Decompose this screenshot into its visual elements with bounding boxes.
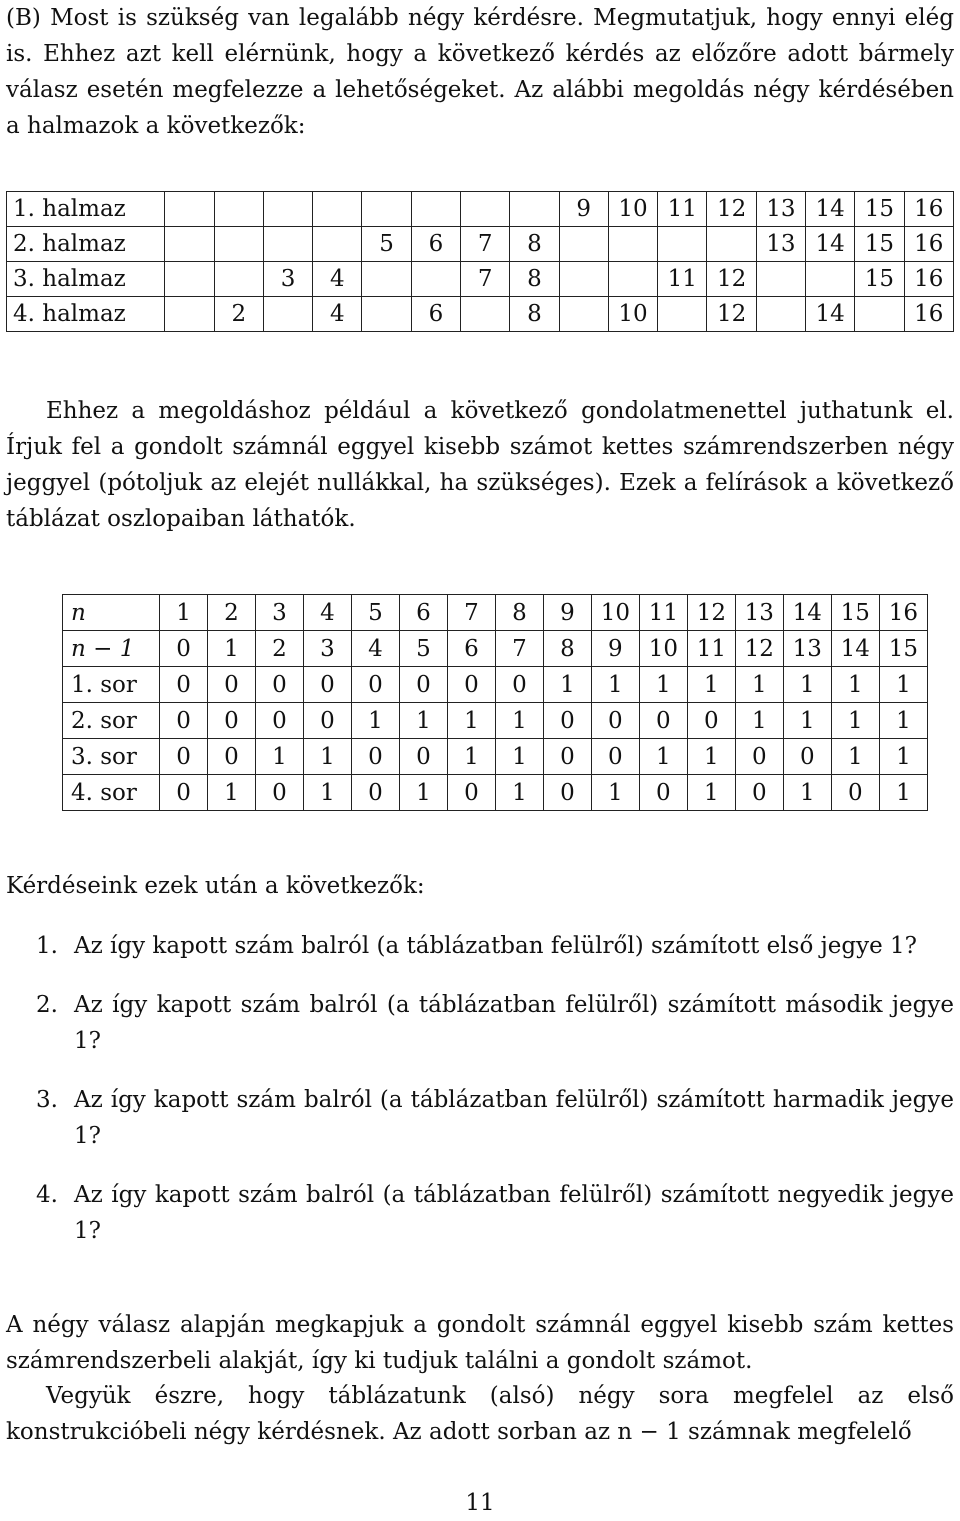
table-cell: 16 [879,595,927,631]
table-cell: 6 [447,631,495,667]
table-cell: 16 [904,192,953,227]
row-label: 3. sor [63,739,160,775]
table-cell: 1 [591,667,639,703]
table-cell: 7 [461,262,510,297]
table-cell [855,297,904,332]
question-item [6,1177,954,1249]
table-cell [756,262,805,297]
table-cell: 1 [399,703,447,739]
table-cell: 9 [591,631,639,667]
table-cell: 1 [399,775,447,811]
table-cell [313,192,362,227]
table-row [7,297,954,332]
row-label: 1. sor [63,667,160,703]
table-cell: 0 [783,739,831,775]
table-cell: 0 [543,703,591,739]
table-cell: 0 [255,775,303,811]
table-cell [263,227,312,262]
table-cell [559,297,608,332]
question-text: Az így kapott szám balról (a táblázatban felülről) számított első jegye 1? [74,933,917,959]
table-cell: 0 [160,703,208,739]
question-item [6,987,954,1059]
table-cell: 13 [756,192,805,227]
question-list [6,928,954,1272]
table-cell: 0 [831,775,879,811]
table-cell [756,297,805,332]
table-cell: 1 [447,739,495,775]
table-cell: 1 [495,775,543,811]
table-cell: 2 [208,595,256,631]
page-number: 11 [465,1490,495,1516]
table-cell: 16 [904,227,953,262]
table-cell: 1 [783,775,831,811]
table-cell: 0 [639,703,687,739]
table-cell: 15 [855,227,904,262]
table-cell: 10 [608,192,657,227]
explanation-paragraph: Ehhez a megoldáshoz például a következő gondolatmenettel juthatunk el. Írjuk fel a gondolt számnál eggyel kisebb számot kettes számrendszerben négy jeggyel (pótoljuk az elejét nullákkal, ha szükséges). Ezek a felírások a következő táblázat oszlopaiban láthatók. [6,398,954,532]
table-cell: 13 [756,227,805,262]
table-cell: 0 [208,739,256,775]
question-text: Az így kapott szám balról (a táblázatban felülről) számított negyedik jegye 1? [74,1182,954,1244]
table-cell: 1 [208,631,256,667]
table-cell: 13 [735,595,783,631]
table-cell: 14 [806,192,855,227]
table-cell: 12 [707,297,756,332]
table-cell [510,192,559,227]
table-cell: 8 [510,227,559,262]
table-cell: 0 [495,667,543,703]
table-cell: 0 [399,667,447,703]
table-cell: 0 [591,703,639,739]
row-label: n − 1 [63,631,160,667]
questions-intro: Kérdéseink ezek után a következők: [6,873,425,899]
table-cell: 0 [160,631,208,667]
table-cell: 15 [855,192,904,227]
table-cell: 1 [303,739,351,775]
table-cell: 2 [214,297,263,332]
table-cell: 1 [783,667,831,703]
table-cell: 1 [687,739,735,775]
table-cell: 1 [783,703,831,739]
question-number: 3. [36,1087,58,1113]
table-cell [313,227,362,262]
table-cell [362,262,411,297]
table-cell: 5 [399,631,447,667]
table-cell: 1 [495,703,543,739]
table-cell: 1 [543,667,591,703]
table-cell: 0 [399,739,447,775]
question-text: Az így kapott szám balról (a táblázatban felülről) számított második jegye 1? [74,992,954,1054]
table-cell [559,262,608,297]
table-cell: 1 [303,775,351,811]
table-cell [658,227,707,262]
row-label: 1. halmaz [7,192,165,227]
table-cell [608,227,657,262]
question-number: 2. [36,992,58,1018]
table-cell: 1 [735,703,783,739]
table-cell: 0 [255,703,303,739]
table-cell: 3 [303,631,351,667]
table-cell [461,297,510,332]
table-cell: 5 [362,227,411,262]
question-text: Az így kapott szám balról (a táblázatban felülről) számított harmadik jegye 1? [74,1087,954,1149]
table-row [63,667,928,703]
table-cell: 1 [351,703,399,739]
table-cell: 0 [543,739,591,775]
table-cell: 0 [735,775,783,811]
table-cell: 10 [608,297,657,332]
table-cell: 0 [351,739,399,775]
table-cell [806,262,855,297]
table-cell: 9 [559,192,608,227]
table-cell: 1 [160,595,208,631]
table-cell: 10 [591,595,639,631]
question-item [6,928,954,964]
table-cell: 0 [160,775,208,811]
table-cell: 1 [208,775,256,811]
table-cell: 1 [735,667,783,703]
table-row [7,192,954,227]
remark-paragraph: Vegyük észre, hogy táblázatunk (alsó) négy sora megfelel az első konstrukcióbeli négy kérdésnek. Az adott sorban az n − 1 számnak megfelelő [6,1383,954,1445]
table-cell: 1 [831,703,879,739]
binary-table [62,594,928,811]
table-cell: 8 [543,631,591,667]
conclusion-paragraph: A négy válasz alapján megkapjuk a gondolt számnál eggyel kisebb szám kettes számrendszerbeli alakját, így ki tudjuk találni a gondolt számot. [6,1312,954,1374]
table-cell: 1 [447,703,495,739]
table-cell: 15 [879,631,927,667]
table-row [63,595,928,631]
table-cell [214,227,263,262]
table-cell: 8 [510,262,559,297]
table-cell: 0 [639,775,687,811]
table-cell: 1 [255,739,303,775]
table-cell: 4 [313,262,362,297]
table-cell: 3 [263,262,312,297]
table-cell: 6 [411,227,460,262]
table-cell: 4 [313,297,362,332]
set-table [6,191,954,332]
table-row [63,703,928,739]
table-cell: 8 [495,595,543,631]
table-cell: 0 [447,667,495,703]
table-cell [165,192,214,227]
table-cell: 0 [735,739,783,775]
table-cell: 14 [806,297,855,332]
table-cell: 6 [411,297,460,332]
table-cell [263,192,312,227]
table-cell: 16 [904,262,953,297]
table-cell: 14 [783,595,831,631]
table-cell: 10 [639,631,687,667]
table-cell: 6 [399,595,447,631]
table-cell: 16 [904,297,953,332]
table-cell: 1 [831,667,879,703]
table-cell: 13 [783,631,831,667]
table-cell [214,262,263,297]
table-cell: 14 [831,631,879,667]
table-cell: 0 [255,667,303,703]
table-cell: 1 [831,739,879,775]
table-cell: 1 [879,739,927,775]
table-cell: 5 [351,595,399,631]
table-cell [559,227,608,262]
table-cell: 1 [879,703,927,739]
table-cell: 1 [591,775,639,811]
row-label: 4. sor [63,775,160,811]
table-cell [362,192,411,227]
table-cell [165,262,214,297]
table-cell: 0 [160,667,208,703]
table-cell: 0 [447,775,495,811]
table-cell: 0 [591,739,639,775]
table-cell: 0 [303,703,351,739]
table-cell: 11 [658,192,707,227]
table-cell [165,297,214,332]
table-cell: 4 [303,595,351,631]
table-cell: 0 [687,703,735,739]
question-number: 1. [36,933,58,959]
table-cell: 1 [639,739,687,775]
table-row [63,631,928,667]
table-cell: 0 [351,667,399,703]
table-cell: 12 [735,631,783,667]
table-cell [214,192,263,227]
table-cell [461,192,510,227]
table-cell: 0 [543,775,591,811]
table-cell: 0 [351,775,399,811]
table-row [63,775,928,811]
table-cell: 7 [461,227,510,262]
row-label: 2. halmaz [7,227,165,262]
table-cell [411,262,460,297]
table-cell: 1 [639,667,687,703]
table-cell [608,262,657,297]
table-cell [658,297,707,332]
table-cell: 1 [495,739,543,775]
table-cell: 4 [351,631,399,667]
table-cell: 11 [658,262,707,297]
table-cell: 1 [687,775,735,811]
table-cell [263,297,312,332]
table-cell: 8 [510,297,559,332]
table-cell: 9 [543,595,591,631]
table-cell: 0 [208,703,256,739]
table-row [63,739,928,775]
table-cell: 0 [160,739,208,775]
question-number: 4. [36,1182,58,1208]
table-cell: 1 [879,775,927,811]
question-item [6,1082,954,1154]
table-cell [362,297,411,332]
table-row [7,262,954,297]
table-cell: 11 [687,631,735,667]
table-cell: 3 [255,595,303,631]
row-label: 2. sor [63,703,160,739]
table-cell: 12 [707,262,756,297]
table-cell: 11 [639,595,687,631]
table-cell: 12 [707,192,756,227]
table-cell: 15 [855,262,904,297]
table-cell: 14 [806,227,855,262]
table-cell: 12 [687,595,735,631]
table-cell [411,192,460,227]
table-cell [165,227,214,262]
table-cell: 7 [495,631,543,667]
row-label: n [63,595,160,631]
table-row [7,227,954,262]
table-cell: 7 [447,595,495,631]
table-cell: 1 [687,667,735,703]
table-cell: 2 [255,631,303,667]
row-label: 3. halmaz [7,262,165,297]
table-cell: 15 [831,595,879,631]
intro-paragraph: (B) Most is szükség van legalább négy kérdésre. Megmutatjuk, hogy ennyi elég is. Ehhez azt kell elérnünk, hogy a következő kérdés az előzőre adott bármely válasz esetén megfelezze a lehetőségeket. Az alábbi megoldás négy kérdésében a halmazok a következők: [6,5,954,139]
row-label: 4. halmaz [7,297,165,332]
table-cell: 0 [303,667,351,703]
table-cell: 1 [879,667,927,703]
table-cell [707,227,756,262]
table-cell: 0 [208,667,256,703]
